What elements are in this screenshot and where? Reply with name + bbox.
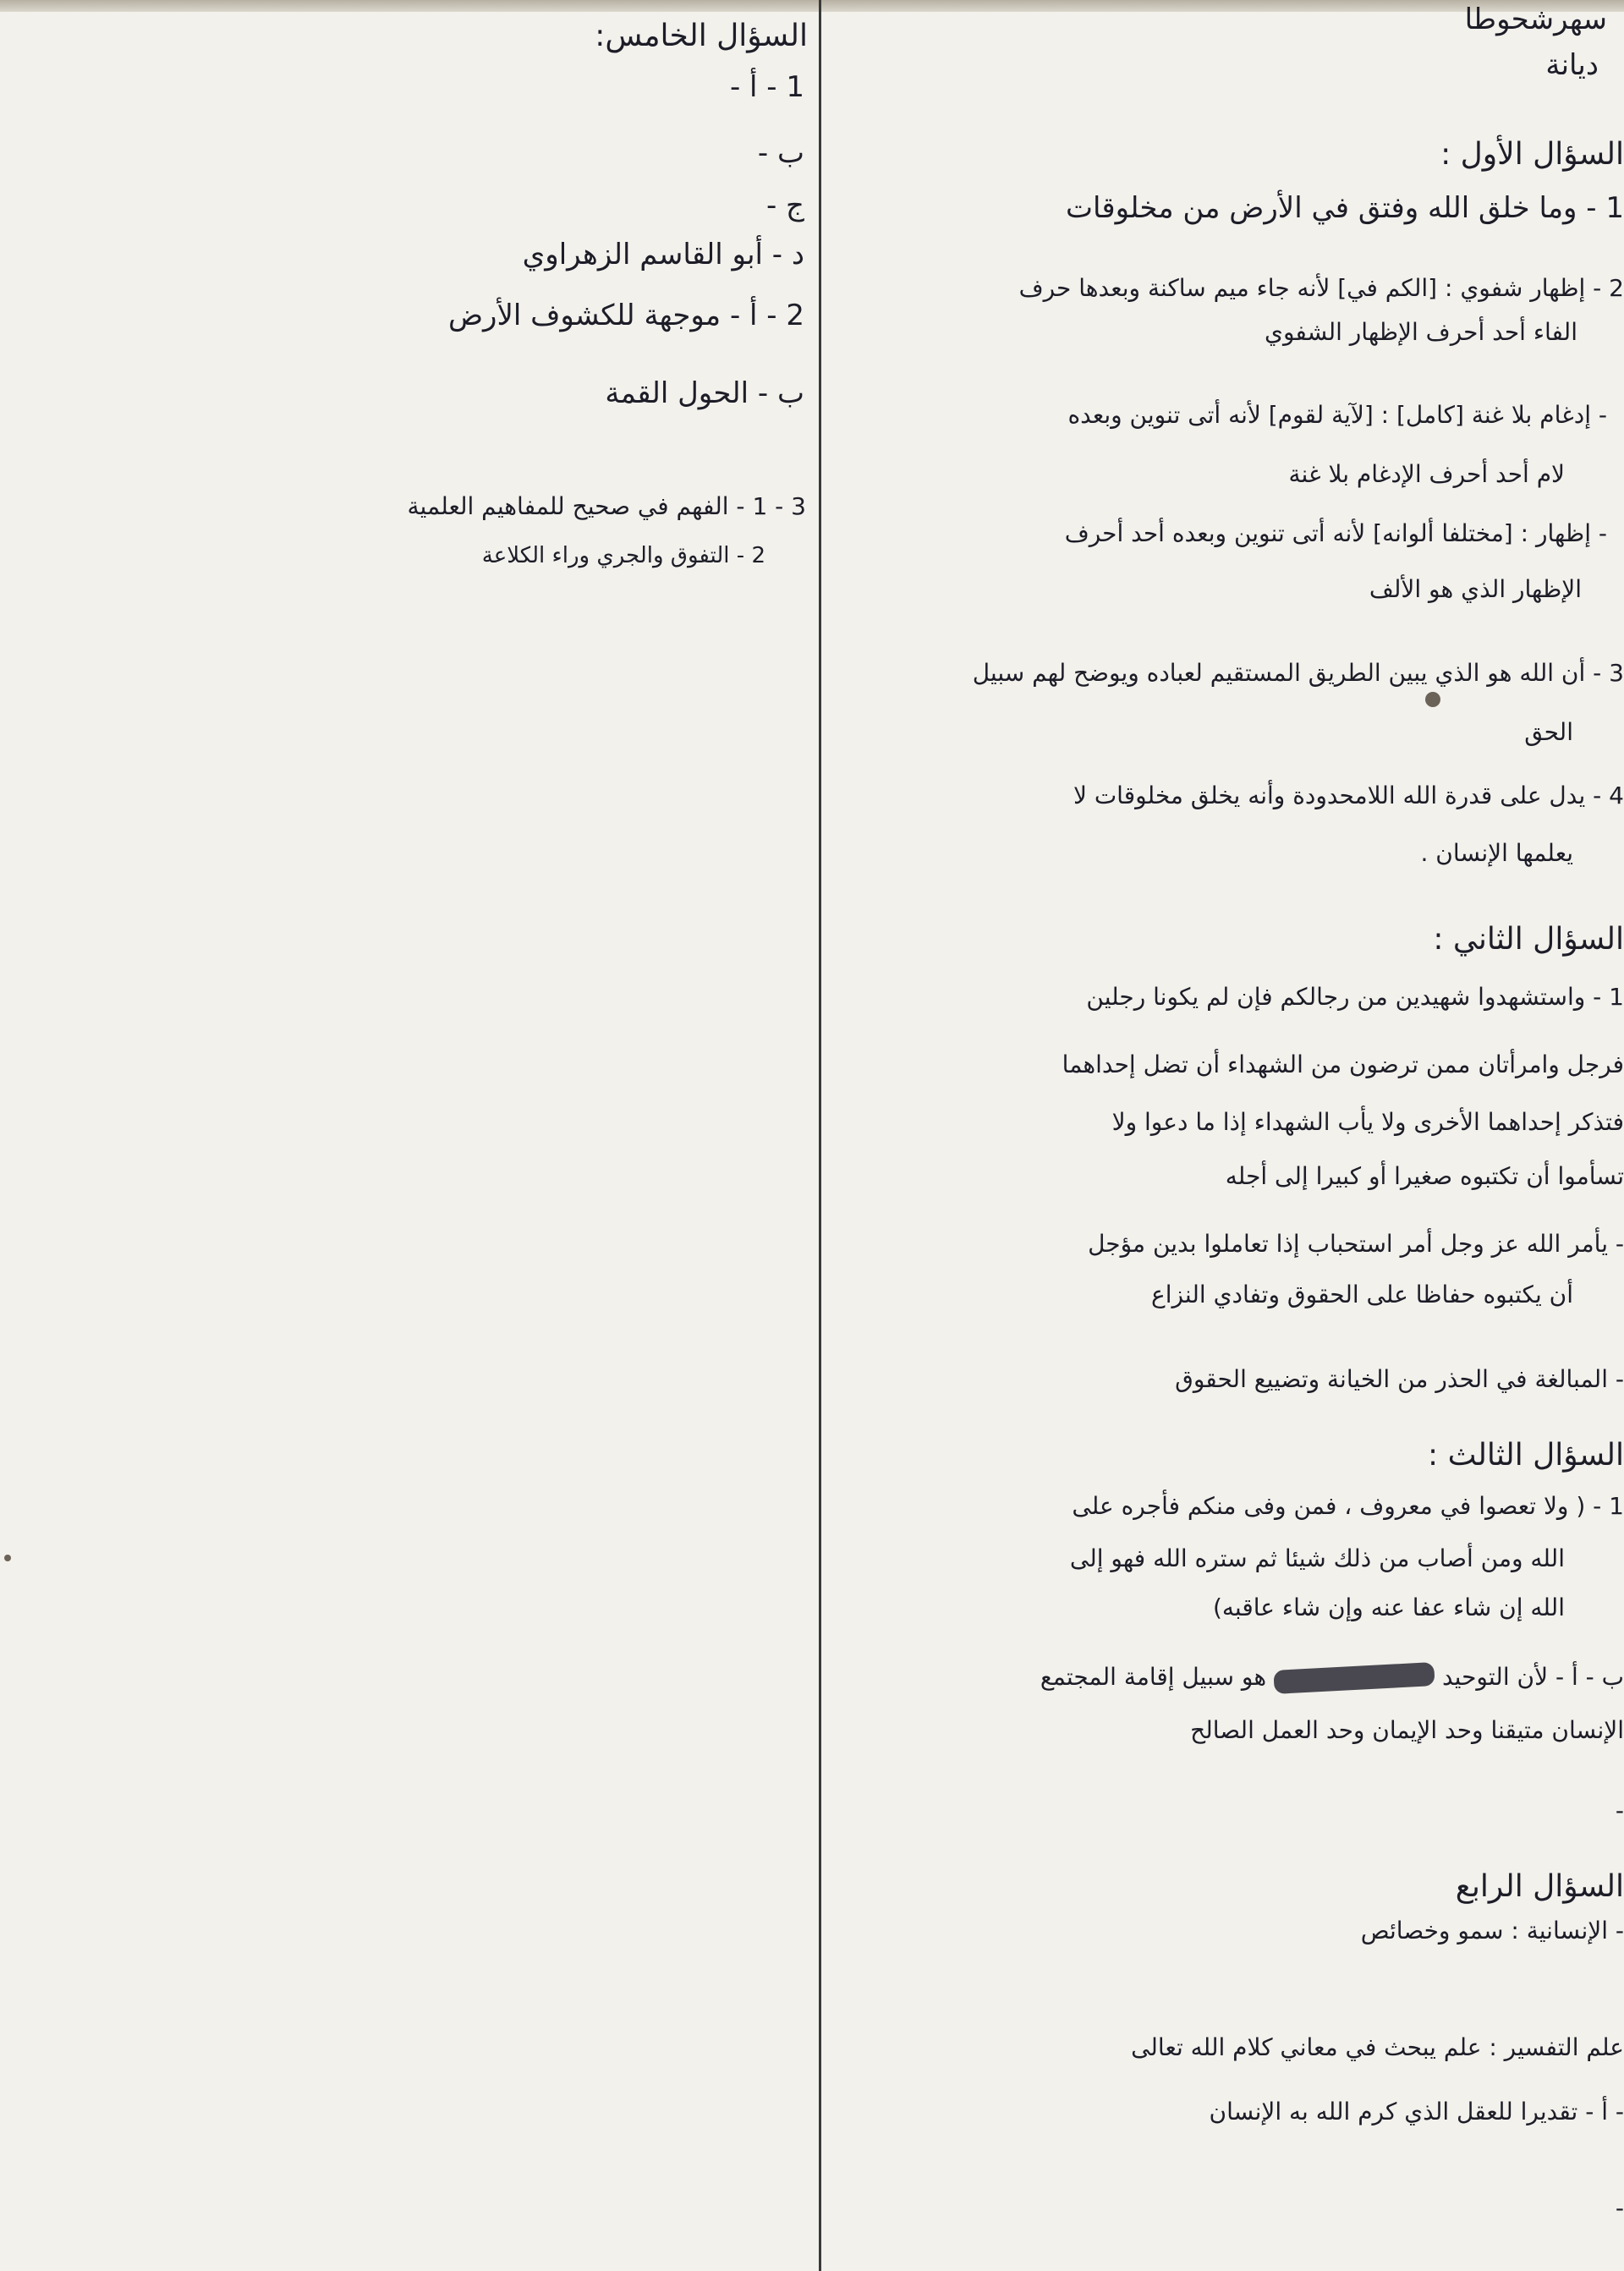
q1-line: 3 - أن الله هو الذي يبين الطريق المستقيم لعباده ويوضح لهم سبيل bbox=[972, 659, 1624, 687]
q5-line: ب - الحول القمة bbox=[605, 376, 804, 410]
q1-line: 2 - إظهار شفوي : [الكم في] لأنه جاء ميم ساكنة وبعدها حرف bbox=[1018, 274, 1624, 302]
q1-line: - إظهار : [مختلفا ألوانه] لأنه أتى تنوين وبعده أحد أحرف bbox=[1064, 519, 1607, 547]
subject-name: ديانة bbox=[1545, 48, 1599, 82]
q3-line-start: ب - أ - لأن التوحيد bbox=[1441, 1663, 1624, 1691]
q5-line: ب - bbox=[757, 136, 804, 170]
q4-heading: السؤال الرابع bbox=[1455, 1869, 1624, 1904]
q5-line: د - أبو القاسم الزهراوي bbox=[522, 238, 804, 272]
q1-line: الإظهار الذي هو الألف bbox=[1369, 575, 1582, 603]
q2-line: فتذكر إحداهما الأخرى ولا يأب الشهداء إذا ما دعوا ولا bbox=[1111, 1108, 1624, 1136]
q1-line: الفاء أحد أحرف الإظهار الشفوي bbox=[1265, 318, 1577, 346]
q1-line: 1 - وما خلق الله وفتق في الأرض من مخلوقات bbox=[1065, 191, 1624, 225]
q3-line: الله ومن أصاب من ذلك شيئا ثم ستره الله فهو إلى bbox=[1069, 1544, 1565, 1572]
q4-line: علم التفسير : علم يبحث في معاني كلام الله تعالى bbox=[1131, 2033, 1624, 2061]
q4-line: - bbox=[1615, 2194, 1624, 2222]
q5-line: 1 - أ - bbox=[729, 70, 804, 104]
q3-line: الإنسان متيقنا وحد الإيمان وحد العمل الصالح bbox=[1190, 1716, 1624, 1744]
q5-line: 3 - 1 - الفهم في صحيح للمفاهيم العلمية bbox=[407, 492, 806, 520]
q5-line: ج - bbox=[765, 189, 804, 222]
q2-line: فرجل وامرأتان ممن ترضون من الشهداء أن تضل إحداهما bbox=[1062, 1050, 1624, 1078]
student-name: سهرشحوطا bbox=[1464, 3, 1607, 36]
q1-line: الحق bbox=[1524, 718, 1573, 746]
q4-line: - الإنسانية : سمو وخصائص bbox=[1360, 1917, 1624, 1945]
ink-dot bbox=[4, 1555, 11, 1561]
q1-line: لام أحد أحرف الإدغام بلا غنة bbox=[1288, 460, 1565, 488]
q2-line: 1 - واستشهدوا شهيدين من رجالكم فإن لم يكونا رجلين bbox=[1086, 983, 1624, 1011]
q1-line: يعلمها الإنسان . bbox=[1420, 839, 1573, 867]
q3-line: 1 - ( ولا تعصوا في معروف ، فمن وفى منكم فأجره على bbox=[1072, 1492, 1624, 1520]
q4-line: - أ - تقديرا للعقل الذي كرم الله به الإنسان bbox=[1209, 2098, 1624, 2126]
crossed-out-scribble bbox=[1273, 1662, 1435, 1694]
q1-line: 4 - يدل على قدرة الله اللامحدودة وأنه يخلق مخلوقات لا bbox=[1073, 782, 1624, 809]
right-column bbox=[825, 0, 1624, 2271]
q2-line: - المبالغة في الحذر من الخيانة وتضييع الحقوق bbox=[1175, 1365, 1624, 1393]
q5-heading: السؤال الخامس: bbox=[595, 19, 808, 53]
q5-line: 2 - التفوق والجري وراء الكلاعة bbox=[481, 543, 765, 568]
ink-dot bbox=[1425, 692, 1440, 707]
column-divider bbox=[819, 0, 821, 2271]
q3-heading: السؤال الثالث : bbox=[1428, 1438, 1624, 1473]
q2-line: أن يكتبوه حفاظا على الحقوق وتفادي النزاع bbox=[1151, 1281, 1573, 1308]
q5-line: 2 - أ - موجهة للكشوف الأرض bbox=[447, 299, 804, 332]
q2-line: - يأمر الله عز وجل أمر استحباب إذا تعاملوا بدين مؤجل bbox=[1088, 1230, 1624, 1258]
q3-line-end: هو سبيل إقامة المجتمع bbox=[1040, 1663, 1267, 1691]
q3-line: الله إن شاء عفا عنه وإن شاء عاقبه) bbox=[1213, 1594, 1565, 1621]
q2-heading: السؤال الثاني : bbox=[1433, 922, 1624, 957]
q3-line bbox=[1040, 1659, 1624, 1695]
q1-heading: السؤال الأول : bbox=[1440, 137, 1624, 172]
q1-line: - إدغام بلا غنة [كامل] : [لآية لقوم] لأنه أتى تنوين وبعده bbox=[1067, 401, 1607, 429]
q2-line: تسأموا أن تكتبوه صغيرا أو كبيرا إلى أجله bbox=[1225, 1162, 1624, 1190]
q3-line: - bbox=[1615, 1797, 1624, 1824]
